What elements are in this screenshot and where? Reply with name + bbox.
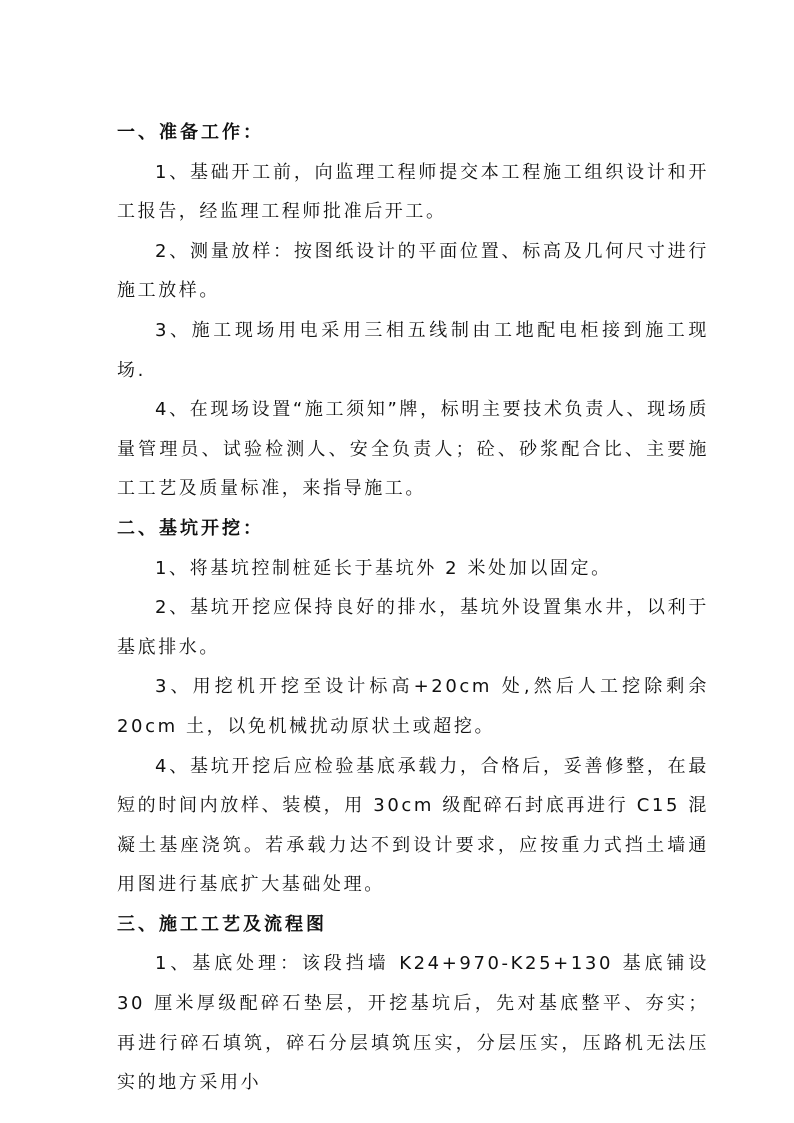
- paragraph-1-2: 2、测量放样：按图纸设计的平面位置、标高及几何尺寸进行施工放样。: [117, 240, 709, 302]
- paragraph-3-1: 1、基底处理：该段挡墙 K24+970-K25+130 基底铺设 30 厘米厚级配碎石垫层，开挖基坑后，先对基底整平、夯实；再进行碎石填筑，碎石分层填筑压实，分层压实，压路机无法压实的地方采用小: [117, 953, 709, 1094]
- paragraph-1-3: 3、施工现场用电采用三相五线制由工地配电柜接到施工现场.: [117, 319, 709, 381]
- section-heading-excavation: 二、基坑开挖：: [117, 517, 264, 539]
- section-heading-preparation: 一、准备工作：: [117, 122, 264, 143]
- section-heading-process: 三、施工工艺及流程图: [117, 913, 327, 935]
- paragraph-2-3: 3、用挖机开挖至设计标高+20cm 处,然后人工挖除剩余 20cm 土，以免机械扰动原状土或超挖。: [117, 676, 709, 737]
- paragraph-2-1: 1、将基坑控制桩延长于基坑外 2 米处加以固定。: [155, 557, 612, 579]
- paragraph-1-4: 4、在现场设置“施工须知”牌，标明主要技术负责人、现场质量管理员、试验检测人、安全负责人；砼、砂浆配合比、主要施工工艺及质量标准，来指导施工。: [117, 399, 709, 500]
- paragraph-1-1: 1、基础开工前，向监理工程师提交本工程施工组织设计和开工报告，经监理工程师批准后开工。: [117, 161, 709, 223]
- paragraph-2-4: 4、基坑开挖后应检验基底承载力，合格后，妥善修整，在最短的时间内放样、装模，用 30cm 级配碎石封底再进行 C15 混凝土基座浇筑。若承载力达不到设计要求，应按重力式挡土墙通用图进行基底扩大基础处理。: [117, 755, 709, 896]
- document-body: [117, 113, 709, 1103]
- paragraph-2-2: 2、基坑开挖应保持良好的排水，基坑外设置集水井，以利于基底排水。: [117, 597, 709, 658]
